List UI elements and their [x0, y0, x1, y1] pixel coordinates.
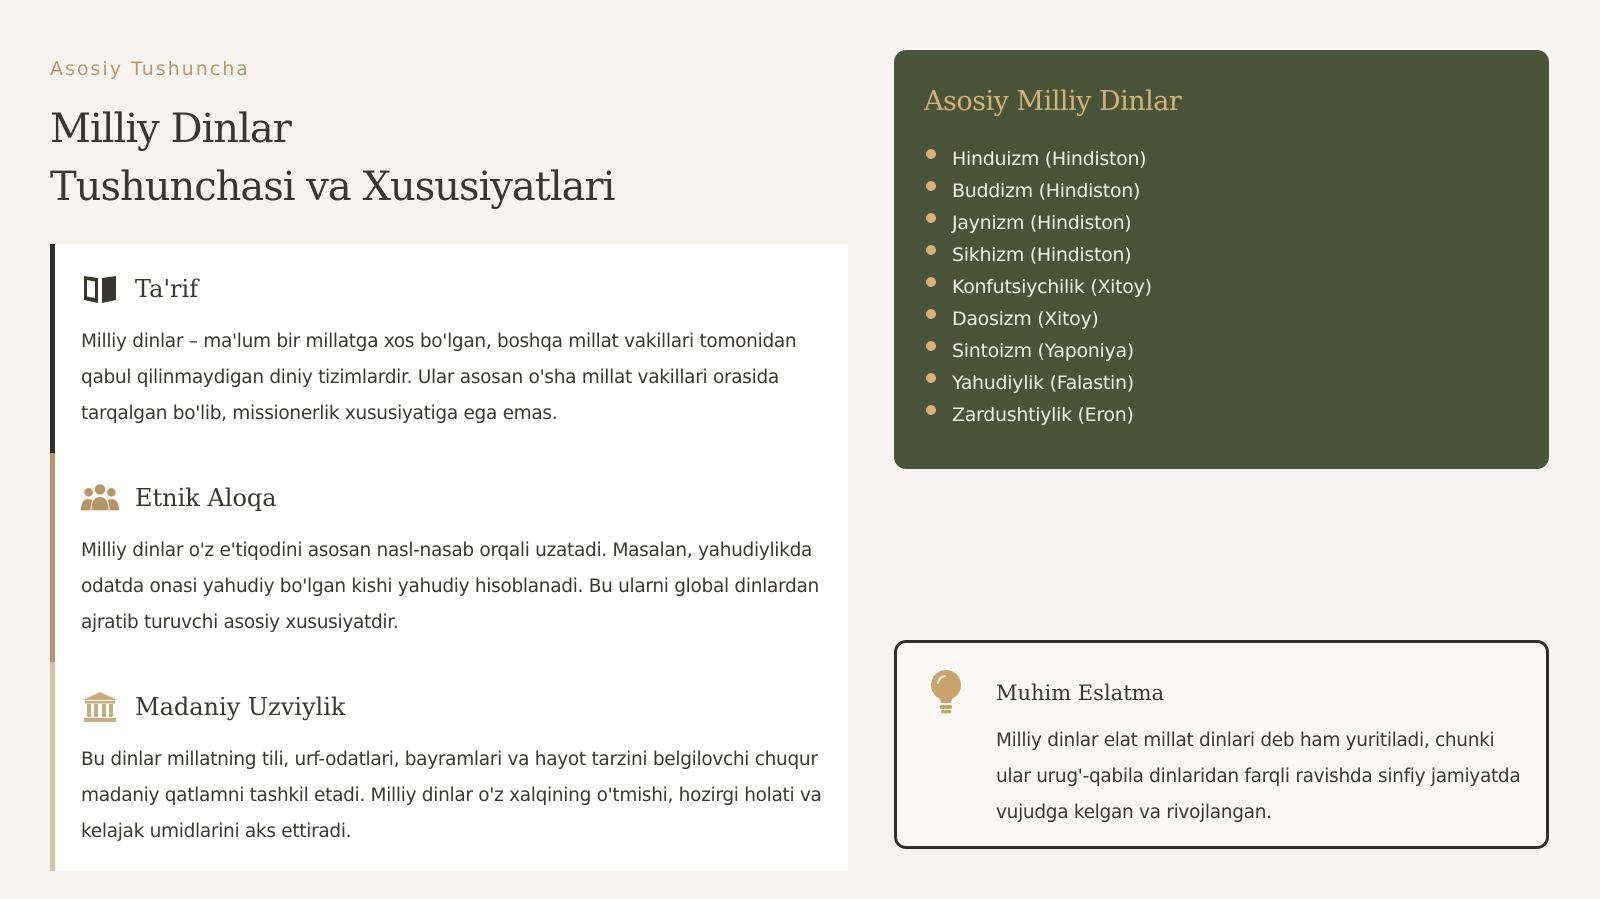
- card-title: Madaniy Uzviylik: [135, 693, 346, 721]
- bullet-icon: [926, 309, 936, 319]
- landmark-icon: [81, 690, 119, 724]
- card-title: Etnik Aloqa: [135, 484, 277, 512]
- list-item: [924, 367, 1519, 399]
- list-item: [924, 303, 1519, 335]
- list-item-label: Zardushtiylik (Eron): [952, 404, 1134, 426]
- card-header: [81, 662, 823, 724]
- important-note: [894, 640, 1549, 849]
- bullet-icon: [926, 341, 936, 351]
- list-item-label: Hinduizm (Hindiston): [952, 148, 1147, 170]
- page-title-line-1: Milliy Dinlar: [50, 106, 291, 152]
- list-item: [924, 399, 1519, 431]
- list-item: [924, 207, 1519, 239]
- card-title: Ta'rif: [135, 275, 199, 303]
- religions-panel: [894, 50, 1549, 469]
- definition-card: [50, 244, 848, 453]
- bullet-icon: [926, 149, 936, 159]
- note-text: Milliy dinlar elat millat dinlari deb ham yuritiladi, chunki ular urug'-qabila dinlaridan farqli ravishda sinfiy jamiyatda vujudga kelgan va rivojlangan.: [996, 730, 1521, 823]
- list-item: [924, 143, 1519, 175]
- bullet-icon: [926, 213, 936, 223]
- page-title: [50, 100, 614, 216]
- users-icon: [81, 481, 119, 515]
- page-title-line-2: Tushunchasi va Xususiyatlari: [50, 164, 615, 210]
- list-item: [924, 175, 1519, 207]
- bullet-icon: [926, 277, 936, 287]
- book-icon: [81, 272, 119, 306]
- cultural-card: [50, 662, 848, 871]
- bullet-icon: [926, 181, 936, 191]
- list-item-label: Sikhizm (Hindiston): [952, 244, 1132, 266]
- list-item: [924, 239, 1519, 271]
- religions-list: [924, 143, 1519, 431]
- bullet-icon: [926, 373, 936, 383]
- religions-title: Asosiy Milliy Dinlar: [924, 86, 1182, 117]
- list-item-label: Buddizm (Hindiston): [952, 180, 1141, 202]
- concept-cards: [50, 244, 848, 871]
- ethnic-card: [50, 453, 848, 662]
- section-label: Asosiy Tushuncha: [50, 58, 250, 80]
- lightbulb-icon: [929, 669, 963, 717]
- card-header: [81, 244, 823, 306]
- list-item-label: Daosizm (Xitoy): [952, 308, 1099, 330]
- list-item-label: Jaynizm (Hindiston): [952, 212, 1132, 234]
- list-item: [924, 335, 1519, 367]
- list-item-label: Konfutsiychilik (Xitoy): [952, 276, 1152, 298]
- bullet-icon: [926, 245, 936, 255]
- card-header: [81, 453, 823, 515]
- list-item-label: Sintoizm (Yaponiya): [952, 340, 1134, 362]
- card-text: Milliy dinlar o'z e'tiqodini asosan nasl-nasab orqali uzatadi. Masalan, yahudiylikda odatda onasi yahudiy bo'lgan kishi yahudiy hisoblanadi. Bu ularni global dinlardan ajratib turuvchi asosiy xususiyatdir.: [81, 540, 819, 633]
- list-item: [924, 271, 1519, 303]
- card-text: Bu dinlar millatning tili, urf-odatlari, bayramlari va hayot tarzini belgilovchi chuqur madaniy qatlamni tashkil etadi. Milliy dinlar o'z xalqining o'tmishi, hozirgi holati va kelajak umidlarini aks ettiradi.: [81, 749, 822, 842]
- bullet-icon: [926, 405, 936, 415]
- card-text: Milliy dinlar – ma'lum bir millatga xos bo'lgan, boshqa millat vakillari tomonidan qabul qilinmaydigan diniy tizimlardir. Ular asosan o'sha millat vakillari orasida tarqalgan bo'lib, missionerlik xususiyatiga ega emas.: [81, 331, 797, 424]
- note-title: Muhim Eslatma: [996, 681, 1165, 705]
- list-item-label: Yahudiylik (Falastin): [952, 372, 1134, 394]
